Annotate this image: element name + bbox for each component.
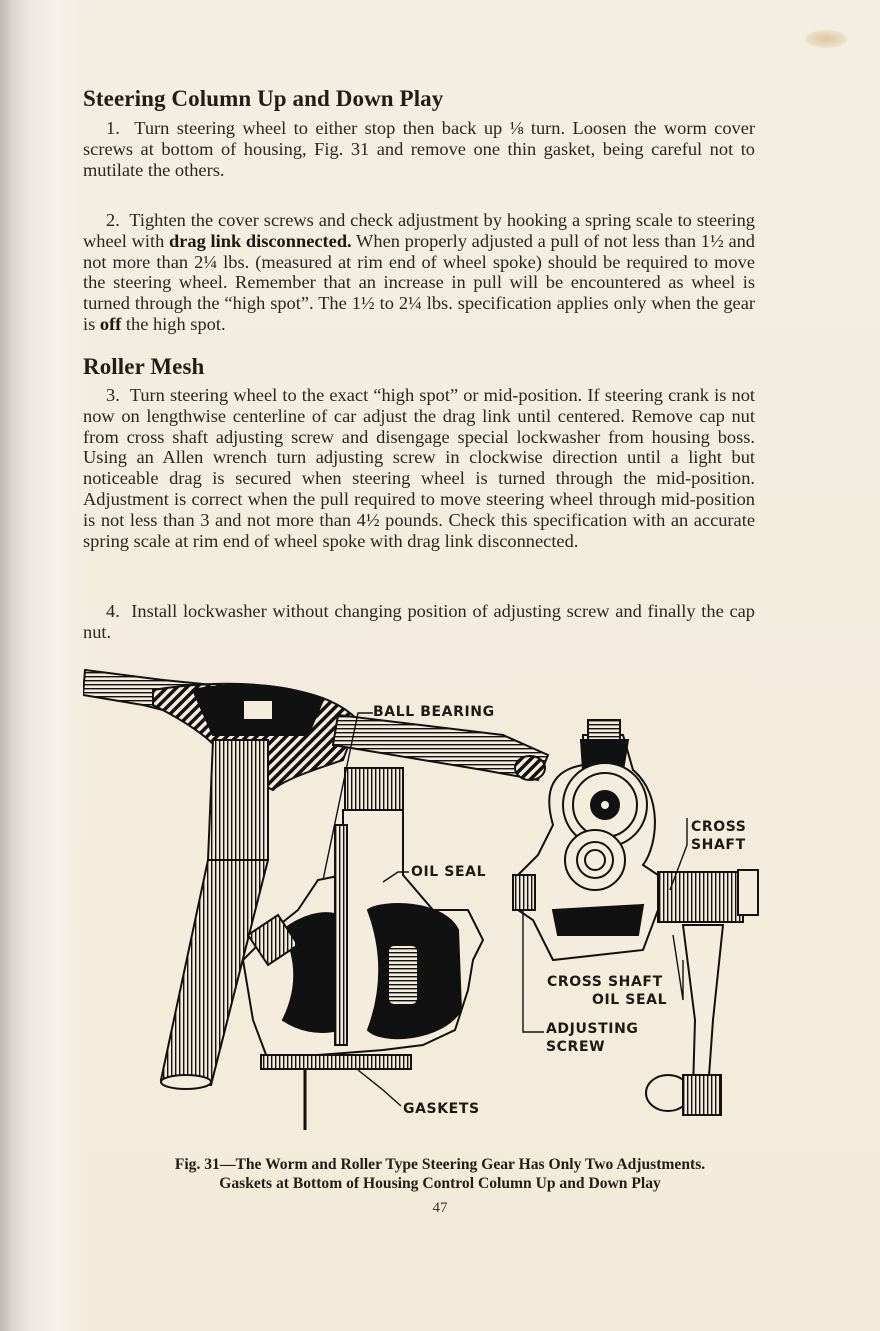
paragraph-text: the high spot.: [121, 313, 226, 334]
label-gaskets: GASKETS: [403, 1101, 480, 1117]
worm-gear-housing: [243, 768, 483, 1130]
paragraph-number: 4.: [106, 601, 120, 621]
page-number: 47: [432, 1200, 448, 1216]
paragraph-text: Install lockwasher without changing position of adjusting screw and finally the cap nut.: [83, 601, 755, 642]
caption-line-1: Fig. 31—The Worm and Roller Type Steering Gear Has Only Two Adjustments.: [174, 1156, 706, 1173]
steering-gear-illustration: [83, 660, 763, 1145]
label-cross-shaft-2: SHAFT: [691, 837, 746, 853]
paper-stain: [805, 30, 847, 48]
label-adjusting-screw-2: SCREW: [546, 1039, 606, 1055]
emphasis-off: off: [99, 313, 122, 334]
label-cross-shaft-oil-seal-1: CROSS SHAFT: [547, 974, 663, 990]
paragraph-text: Turn steering wheel to either stop then back up ⅛ turn. Loosen the worm cover screws at bottom of housing, Fig. 31 and remove one thin gasket, being careful not to mutilate the others.: [83, 118, 755, 180]
paragraph-2: [83, 210, 755, 335]
paragraph-number: 1.: [106, 118, 120, 138]
label-ball-bearing: BALL BEARING: [373, 704, 495, 720]
paragraph-4: [83, 601, 755, 643]
paragraph-number: 2.: [106, 210, 120, 230]
label-oil-seal: OIL SEAL: [411, 864, 487, 880]
paragraph-1: [83, 118, 755, 180]
figure-caption: [60, 1155, 820, 1193]
paragraph-3: [83, 385, 755, 551]
label-adjusting-screw-1: ADJUSTING: [546, 1021, 639, 1037]
section-heading-column-play: Steering Column Up and Down Play: [83, 86, 444, 111]
paragraph-text: Turn steering wheel to the exact “high spot” or mid-position. If steering crank is not now on lengthwise centerline of car adjust the drag link until centered. Remove cap nut from cross shaft adjusting screw and disengage special lockwasher from housing boss. Using an Allen wrench turn adjusting screw in clockwise direction until a light but noticeable drag is secured when steering wheel is turned through the mid-position. Adjustment is correct when the pull required to move steering wheel through mid-position is not less than 3 and not more than 4½ pounds. Check this specification with an accurate spring scale at rim end of wheel spoke with drag link disconnected.: [83, 385, 755, 551]
caption-line-2: Gaskets at Bottom of Housing Control Column Up and Down Play: [219, 1175, 661, 1192]
label-cross-shaft-oil-seal-2: OIL SEAL: [592, 992, 668, 1008]
paragraph-text: When properly adjusted a pull of not less than 1½ and not more than 2¼ lbs. (measured at rim end of wheel spoke) should be required to move the steering wheel. Remember that an increase in pull will be encountered as wheel is turned through the “high spot”. The 1½ to 2¼ lbs. specification applies only when the gear is: [83, 230, 755, 334]
paragraph-text: Tighten the cover screws and check adjustment by hooking a spring scale to steering wheel with: [83, 210, 755, 251]
paragraph-number: 3.: [106, 385, 120, 405]
section-heading-roller-mesh: Roller Mesh: [83, 354, 205, 379]
emphasis-drag-link: drag link disconnected.: [169, 230, 352, 251]
label-cross-shaft-1: CROSS: [691, 819, 747, 835]
figure-31-steering-gear: [83, 660, 763, 1145]
